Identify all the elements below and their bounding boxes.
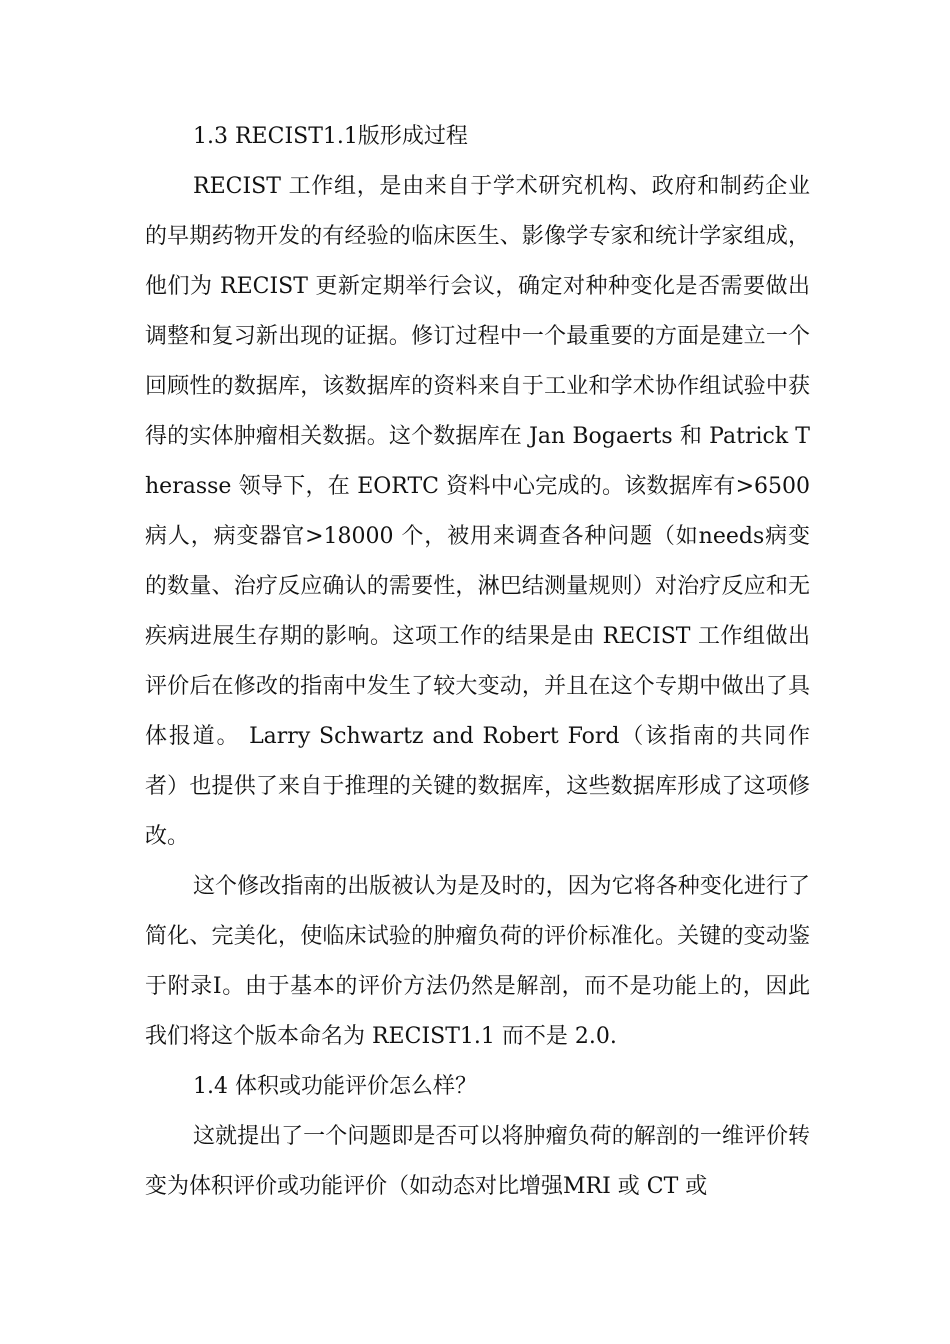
section-1-4-paragraph-1: 这就提出了一个问题即是否可以将肿瘤负荷的解剖的一维评价转变为体积评价或功能评价（如动态对比增强MRI 或 CT 或: [145, 1124, 810, 1199]
section-heading-1-4: 1.4 体积或功能评价怎么样？: [193, 1074, 477, 1099]
section-heading-1-3: 1.3 RECIST1.1版形成过程: [193, 124, 468, 149]
section-1-3-paragraph-1: RECIST 工作组，是由来自于学术研究机构、政府和制药企业的早期药物开发的有经验的临床医生、影像学专家和统计学家组成，他们为 RECIST 更新定期举行会议，确定对种种变化是否需要做出调整和复习新出现的证据。修订过程中一个最重要的方面是建立一个回顾性的数据库，该数据库的资料来自于工业和学术协作组试验中获得的实体肿瘤相关数据。这个数据库在 Jan Bogaerts 和 Patrick Therasse 领导下，在 EORTC 资料中心完成的。该数据库有>6500 病人，病变器官>18000 个，被用来调查各种问题（如needs病变的数量、治疗反应确认的需要性，淋巴结测量规则）对治疗反应和无疾病进展生存期的影响。这项工作的结果是由 RECIST 工作组做出评价后在修改的指南中发生了较大变动，并且在这个专期中做出了具体报道。 Larry Schwartz and Robert Ford（该指南的共同作者）也提供了来自于推理的关键的数据库，这些数据库形成了这项修改。: [145, 174, 810, 849]
document-body: [145, 112, 810, 1212]
section-1-3-paragraph-2: 这个修改指南的出版被认为是及时的，因为它将各种变化进行了简化、完美化，使临床试验的肿瘤负荷的评价标准化。关键的变动鉴于附录Ⅰ。由于基本的评价方法仍然是解剖，而不是功能上的，因此我们将这个版本命名为 RECIST1.1 而不是 2.0.: [145, 874, 810, 1049]
